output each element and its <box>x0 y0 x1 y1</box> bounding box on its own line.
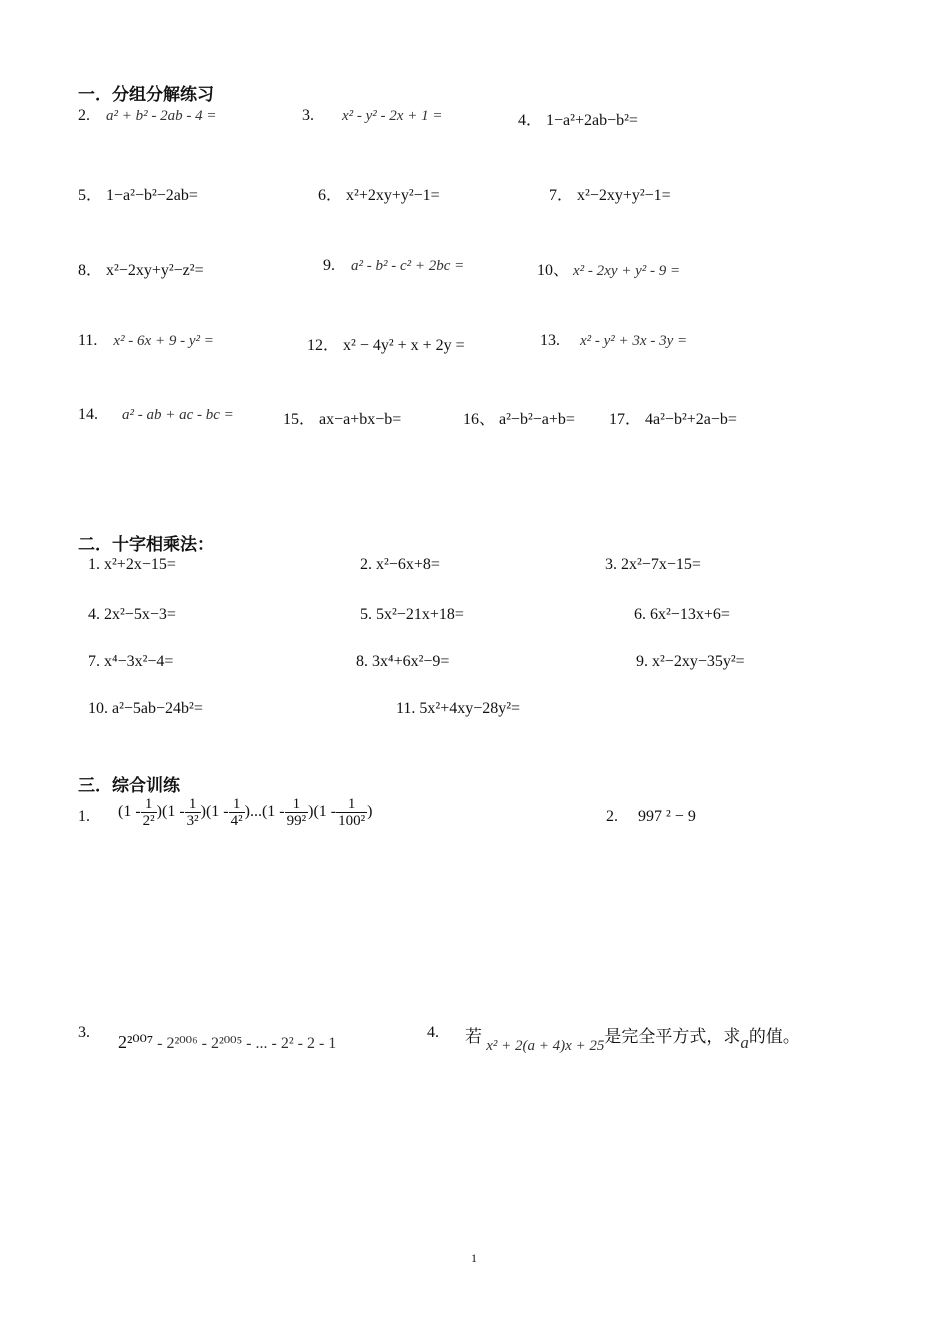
denominator: 2² <box>142 813 155 829</box>
problem-number: 2. <box>78 107 90 124</box>
problem-number: 11. <box>78 332 98 349</box>
expr-part: )(1 - <box>156 803 185 821</box>
problem-number: 12． <box>307 337 340 354</box>
middle-text: 是完全平方式，求 <box>604 1027 741 1046</box>
problem-expression: x² - 6x + 9 - y² = <box>113 333 214 349</box>
problem-expression: a² + b² - 2ab - 4 = <box>106 108 217 124</box>
cross-problem-6: 6. 6x²−13x+6= <box>634 606 730 623</box>
problem-number: 14. <box>78 406 98 423</box>
problem-expression: 997 ² − 9 <box>638 808 696 825</box>
problem-3 <box>302 107 442 125</box>
fraction <box>285 796 309 829</box>
problem-expression: a² - ab + ac - bc = <box>122 407 234 423</box>
cross-problem-4: 4. 2x²−5x−3= <box>88 606 176 623</box>
cross-problem-7: 7. x⁴−3x²−4= <box>88 653 174 670</box>
problem-number: 17． <box>609 411 642 428</box>
problem-5 <box>78 182 198 205</box>
variable: a <box>740 1033 749 1052</box>
cross-problem-1: 1. x²+2x−15= <box>88 556 176 573</box>
problem-number: 8． <box>78 262 103 279</box>
problem-number: 13. <box>540 332 560 349</box>
denominator: 4² <box>230 813 243 829</box>
problem-13 <box>540 332 687 350</box>
problem-17 <box>609 406 737 429</box>
comprehensive-problem-3-number: 3. <box>78 1024 90 1041</box>
cross-problem-3: 3. 2x²−7x−15= <box>605 556 701 573</box>
problem-expression: x² - 2xy + y² - 9 = <box>573 263 681 279</box>
denominator: 100² <box>338 813 366 829</box>
numerator: 1 <box>229 796 245 813</box>
problem-expression: x² + 2(a + 4)x + 25 <box>486 1038 605 1054</box>
prefix: 若 <box>465 1027 482 1046</box>
comprehensive-problem-2 <box>606 808 696 826</box>
cross-problem-8: 8. 3x⁴+6x²−9= <box>356 653 450 670</box>
problem-number: 3. <box>302 107 314 124</box>
expr-part: )(1 - <box>308 803 337 821</box>
fraction <box>229 796 245 829</box>
problem-expression: 4a²−b²+2a−b= <box>645 411 737 428</box>
cross-problem-11: 11. 5x²+4xy−28y²= <box>396 700 521 717</box>
problem-number: 2. <box>606 808 618 825</box>
problem-expression: x²−2xy+y²−z²= <box>106 262 204 279</box>
problem-expression: a²−b²−a+b= <box>499 411 575 428</box>
problem-expression: x² - y² + 3x - 3y = <box>580 333 688 349</box>
denominator: 99² <box>286 813 307 829</box>
page-number: 1 <box>471 1251 477 1265</box>
comprehensive-problem-1-number: 1. <box>78 808 90 825</box>
expr-part: (1 - <box>118 803 141 821</box>
numerator: 1 <box>141 796 157 813</box>
expr-rest: - 2²⁰⁰⁶ - 2²⁰⁰⁵ - ... - 2² - 2 - 1 <box>153 1035 337 1052</box>
problem-12 <box>307 332 465 355</box>
comprehensive-problem-3-expression <box>118 1032 336 1053</box>
problem-number: 16、 <box>463 411 496 428</box>
fraction <box>141 796 157 829</box>
problem-number: 6． <box>318 187 343 204</box>
section-3-heading: 三．综合训练 <box>78 776 180 796</box>
denominator: 3² <box>186 813 199 829</box>
cross-problem-2: 2. x²−6x+8= <box>360 556 440 573</box>
cross-problem-10: 10. a²−5ab−24b²= <box>88 700 203 717</box>
suffix: 的值。 <box>748 1027 800 1046</box>
expr-lead: 2²⁰⁰⁷ <box>118 1032 154 1052</box>
comprehensive-problem-4-number: 4. <box>427 1024 439 1041</box>
comprehensive-problem-1-expression <box>118 796 372 829</box>
expr-part: )(1 - <box>200 803 229 821</box>
expr-part: ) <box>367 803 373 821</box>
problem-number: 10、 <box>537 262 570 279</box>
cross-problem-5: 5. 5x²−21x+18= <box>360 606 464 623</box>
problem-16 <box>463 406 575 429</box>
section-1-heading: 一．分组分解练习 <box>78 85 214 105</box>
problem-9 <box>323 257 464 275</box>
problem-7 <box>549 182 671 205</box>
problem-expression: x² − 4y² + x + 2y = <box>343 337 465 354</box>
fraction <box>336 796 367 829</box>
problem-10 <box>537 257 680 280</box>
problem-6 <box>318 182 440 205</box>
problem-expression: ax−a+bx−b= <box>319 411 402 428</box>
numerator: 1 <box>285 796 309 813</box>
problem-expression: x²−2xy+y²−1= <box>577 187 671 204</box>
problem-4 <box>518 107 638 130</box>
problem-expression: x² - y² - 2x + 1 = <box>342 108 443 124</box>
problem-expression: x²+2xy+y²−1= <box>346 187 440 204</box>
problem-number: 5． <box>78 187 103 204</box>
problem-14 <box>78 406 234 424</box>
cross-problem-9: 9. x²−2xy−35y²= <box>636 653 745 670</box>
problem-2 <box>78 107 216 125</box>
problem-11 <box>78 332 214 350</box>
expr-part: )...(1 - <box>244 803 285 821</box>
problem-expression: 1−a²+2ab−b²= <box>546 112 638 129</box>
problem-15 <box>283 406 401 429</box>
section-2-heading: 二．十字相乘法： <box>78 535 214 555</box>
numerator: 1 <box>336 796 367 813</box>
problem-expression: 1−a²−b²−2ab= <box>106 187 198 204</box>
problem-number: 9. <box>323 257 335 274</box>
problem-8 <box>78 257 204 280</box>
problem-number: 4． <box>518 112 543 129</box>
numerator: 1 <box>185 796 201 813</box>
fraction <box>185 796 201 829</box>
problem-number: 15． <box>283 411 316 428</box>
problem-expression: a² - b² - c² + 2bc = <box>351 258 465 274</box>
problem-number: 7． <box>549 187 574 204</box>
comprehensive-problem-4-text <box>465 1022 800 1054</box>
